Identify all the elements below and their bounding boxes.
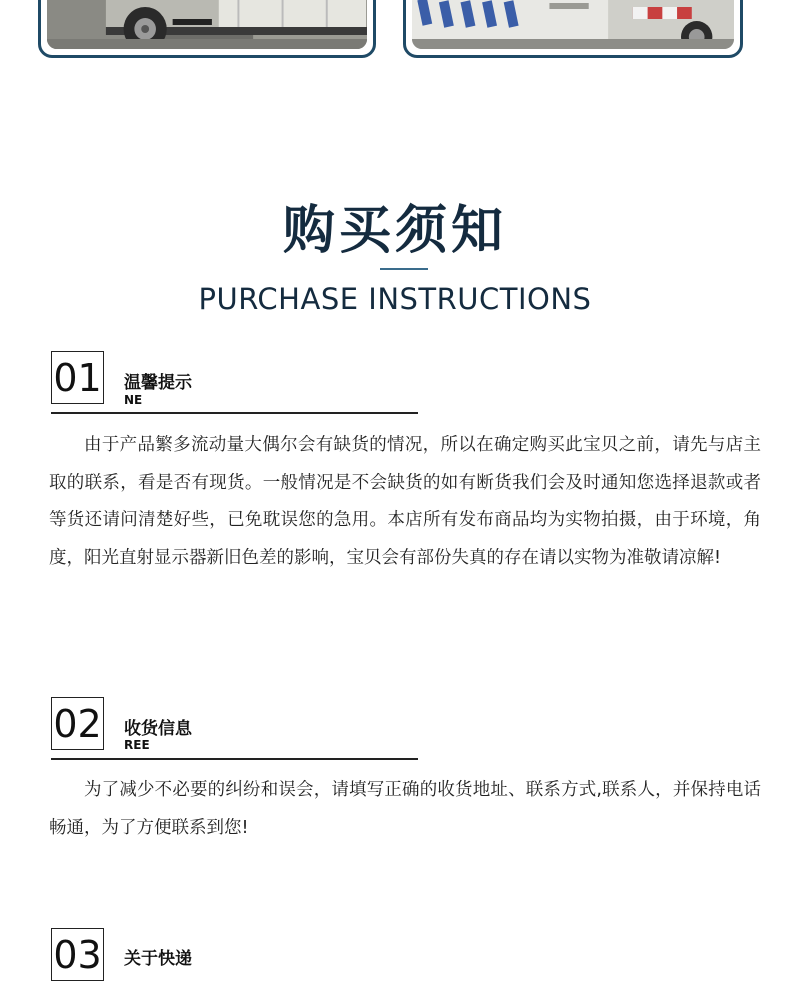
truck-photo-right — [403, 0, 743, 58]
title-divider — [380, 268, 428, 270]
section-subtitle: NE — [124, 393, 143, 407]
section-body: 为了减少不必要的纠纷和误会，请填写正确的收货地址、联系方式,联系人，并保持电话畅通，为了方便联系到您! — [49, 780, 761, 838]
section-number: 01 — [53, 356, 102, 400]
section-divider — [51, 758, 418, 760]
section-subtitle: REE — [124, 738, 150, 752]
truck-photo-left — [38, 0, 376, 58]
page-subtitle: PURCHASE INSTRUCTIONS — [198, 282, 592, 316]
section-title: 关于快递 — [124, 949, 192, 969]
section-title: 温馨提示 — [124, 373, 192, 393]
truck-image-right — [412, 0, 734, 49]
section-title: 收货信息 — [124, 719, 192, 739]
page-title: 购买须知 — [282, 201, 507, 261]
truck-image-left — [47, 0, 367, 49]
section-number-box — [51, 697, 104, 750]
section-number: 03 — [53, 933, 102, 977]
section-number: 02 — [53, 702, 102, 746]
section-number-box — [51, 351, 104, 404]
section-number-box — [51, 928, 104, 981]
section-body: 由于产品繁多流动量大偶尔会有缺货的情况，所以在确定购买此宝贝之前，请先与店主取的联系，看是否有现货。一般情况是不会缺货的如有断货我们会及时通知您选择退款或者等货还请问清楚好些，已免耽误您的急用。本店所有发布商品均为实物拍摄，由于环境，角度，阳光直射显示器新旧色差的影响，宝贝会有部份失真的存在请以实物为准敬请凉解! — [49, 435, 761, 568]
section-divider — [51, 412, 418, 414]
